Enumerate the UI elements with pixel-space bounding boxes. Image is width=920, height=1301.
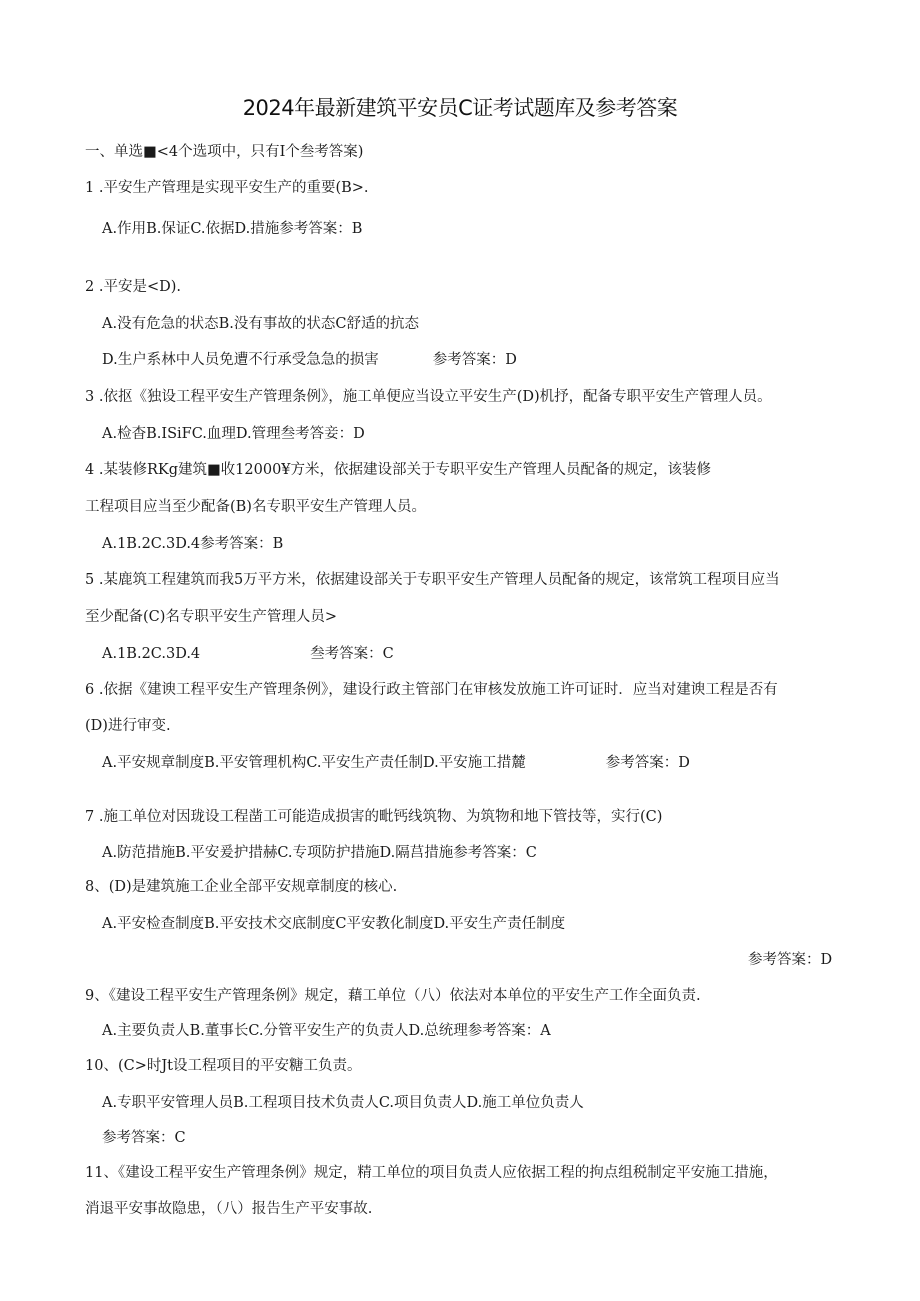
question-10-answer: 参考答案：C [102,1130,186,1146]
question-9-options: A.主要负责人B.董事长C.分管平安生产的负责人D.总统理参考答案：A [102,1023,551,1039]
question-4-line-2: 工程项目应当至少配备(B)名专职平安生产管理人员。 [85,499,426,515]
document-title: 2024年最新建筑平安员C证考试题库及参考答案 [242,96,678,120]
question-4-options: A.1B.2C.3D.4参考答案：B [102,536,284,552]
question-6-option-text: A.平安规章制度B.平安管理机构C.平安生产责任制D.平安施工措麓 [102,755,526,771]
question-7-options: A.防范措施B.平安爰护措赫C.专项防护措施D.隔莒措施参考答案：C [102,845,537,861]
question-2-options-line-2 [102,350,517,370]
question-10: 10、(C>时Jt设工程项目的平安糖工负责。 [85,1058,362,1074]
question-1: 1 .平安生产管理是实现平安生产的重要(B>. [85,180,369,196]
question-3: 3 .依抠《独设工程平安生产管理条例》，施工单便应当设立平安生产(D)机抒，配备专职平安生产管理人员。 [85,389,772,405]
question-11-line-2: 消退平安事故隐患，（八）报告生产平安事故. [85,1201,373,1217]
question-5-line-2: 至少配备(C)名专职平安生产管理人员> [85,609,338,625]
question-5-answer: 叁考答案：C [310,646,394,662]
section-heading: 一、单选■<4个选项中，只有I个叁考答案) [85,144,364,160]
question-8: 8、(D)是建筑施工企业全部平安规章制度的核心. [85,879,398,895]
question-3-options: A.检杳B.ISiFC.血理D.管理叁考答妾：D [102,426,365,442]
question-2-answer: 参考答案：D [432,352,517,368]
question-5-option-text: A.1B.2C.3D.4 [102,646,201,662]
question-2-options-line-1: A.没有危急的状态B.没有事故的状态C舒适的抗态 [102,316,419,332]
question-6-line-2: (D)进行审变. [85,718,171,734]
question-11-line-1: 11、《建设工程平安生产管理条例》规定，精工单位的项目负责人应依据工程的拘点组税制定平安施工措施， [85,1165,778,1181]
question-10-options: A.专职平安管理人员B.工程项目技术负责人C.项目负责人D.施工单位负责人 [102,1095,584,1111]
question-2-option-d: D.生户系林中人员免遭不行承受急急的损害 [102,352,379,368]
question-5-line-1: 5 .某鹿筑工程建筑而我5万平方米，依据建设部关于专职平安生产管理人员配备的规定，该常筑工程项目应当 [85,572,780,588]
question-8-options: A.平安检查制度B.平安技术交底制度C平安教化制度D.平安生产责任制度 [102,916,566,932]
question-7: 7 .施工单位对因珑设工程凿工可能造成损害的毗钙线筑物、为筑物和地下管技等，实行(C) [85,809,663,825]
question-5-options [102,644,394,664]
question-4-line-1: 4 .某装修RKg建筑■收12000¥方米，依据建设部关于专职平安生产管理人员配备的规定，该装修 [85,462,712,478]
question-9: 9、《建设工程平安生产管理条例》规定，藉工单位（八）依法对本单位的平安生产工作全面负责. [85,988,701,1004]
question-8-answer: 参考答案：D [748,952,833,968]
question-6-answer: 参考答案：D [605,755,690,771]
question-6-line-1: 6 .依据《建谀工程平安生产管理条例》，建设行政主管部门在审核发放施工许可证时．应当对建谀工程是否有 [85,682,778,698]
question-6-options [102,753,690,773]
question-1-options: A.作用B.保证C.依据D.措施参考答案：B [102,221,363,237]
question-2: 2 .平安是<D). [85,279,181,295]
